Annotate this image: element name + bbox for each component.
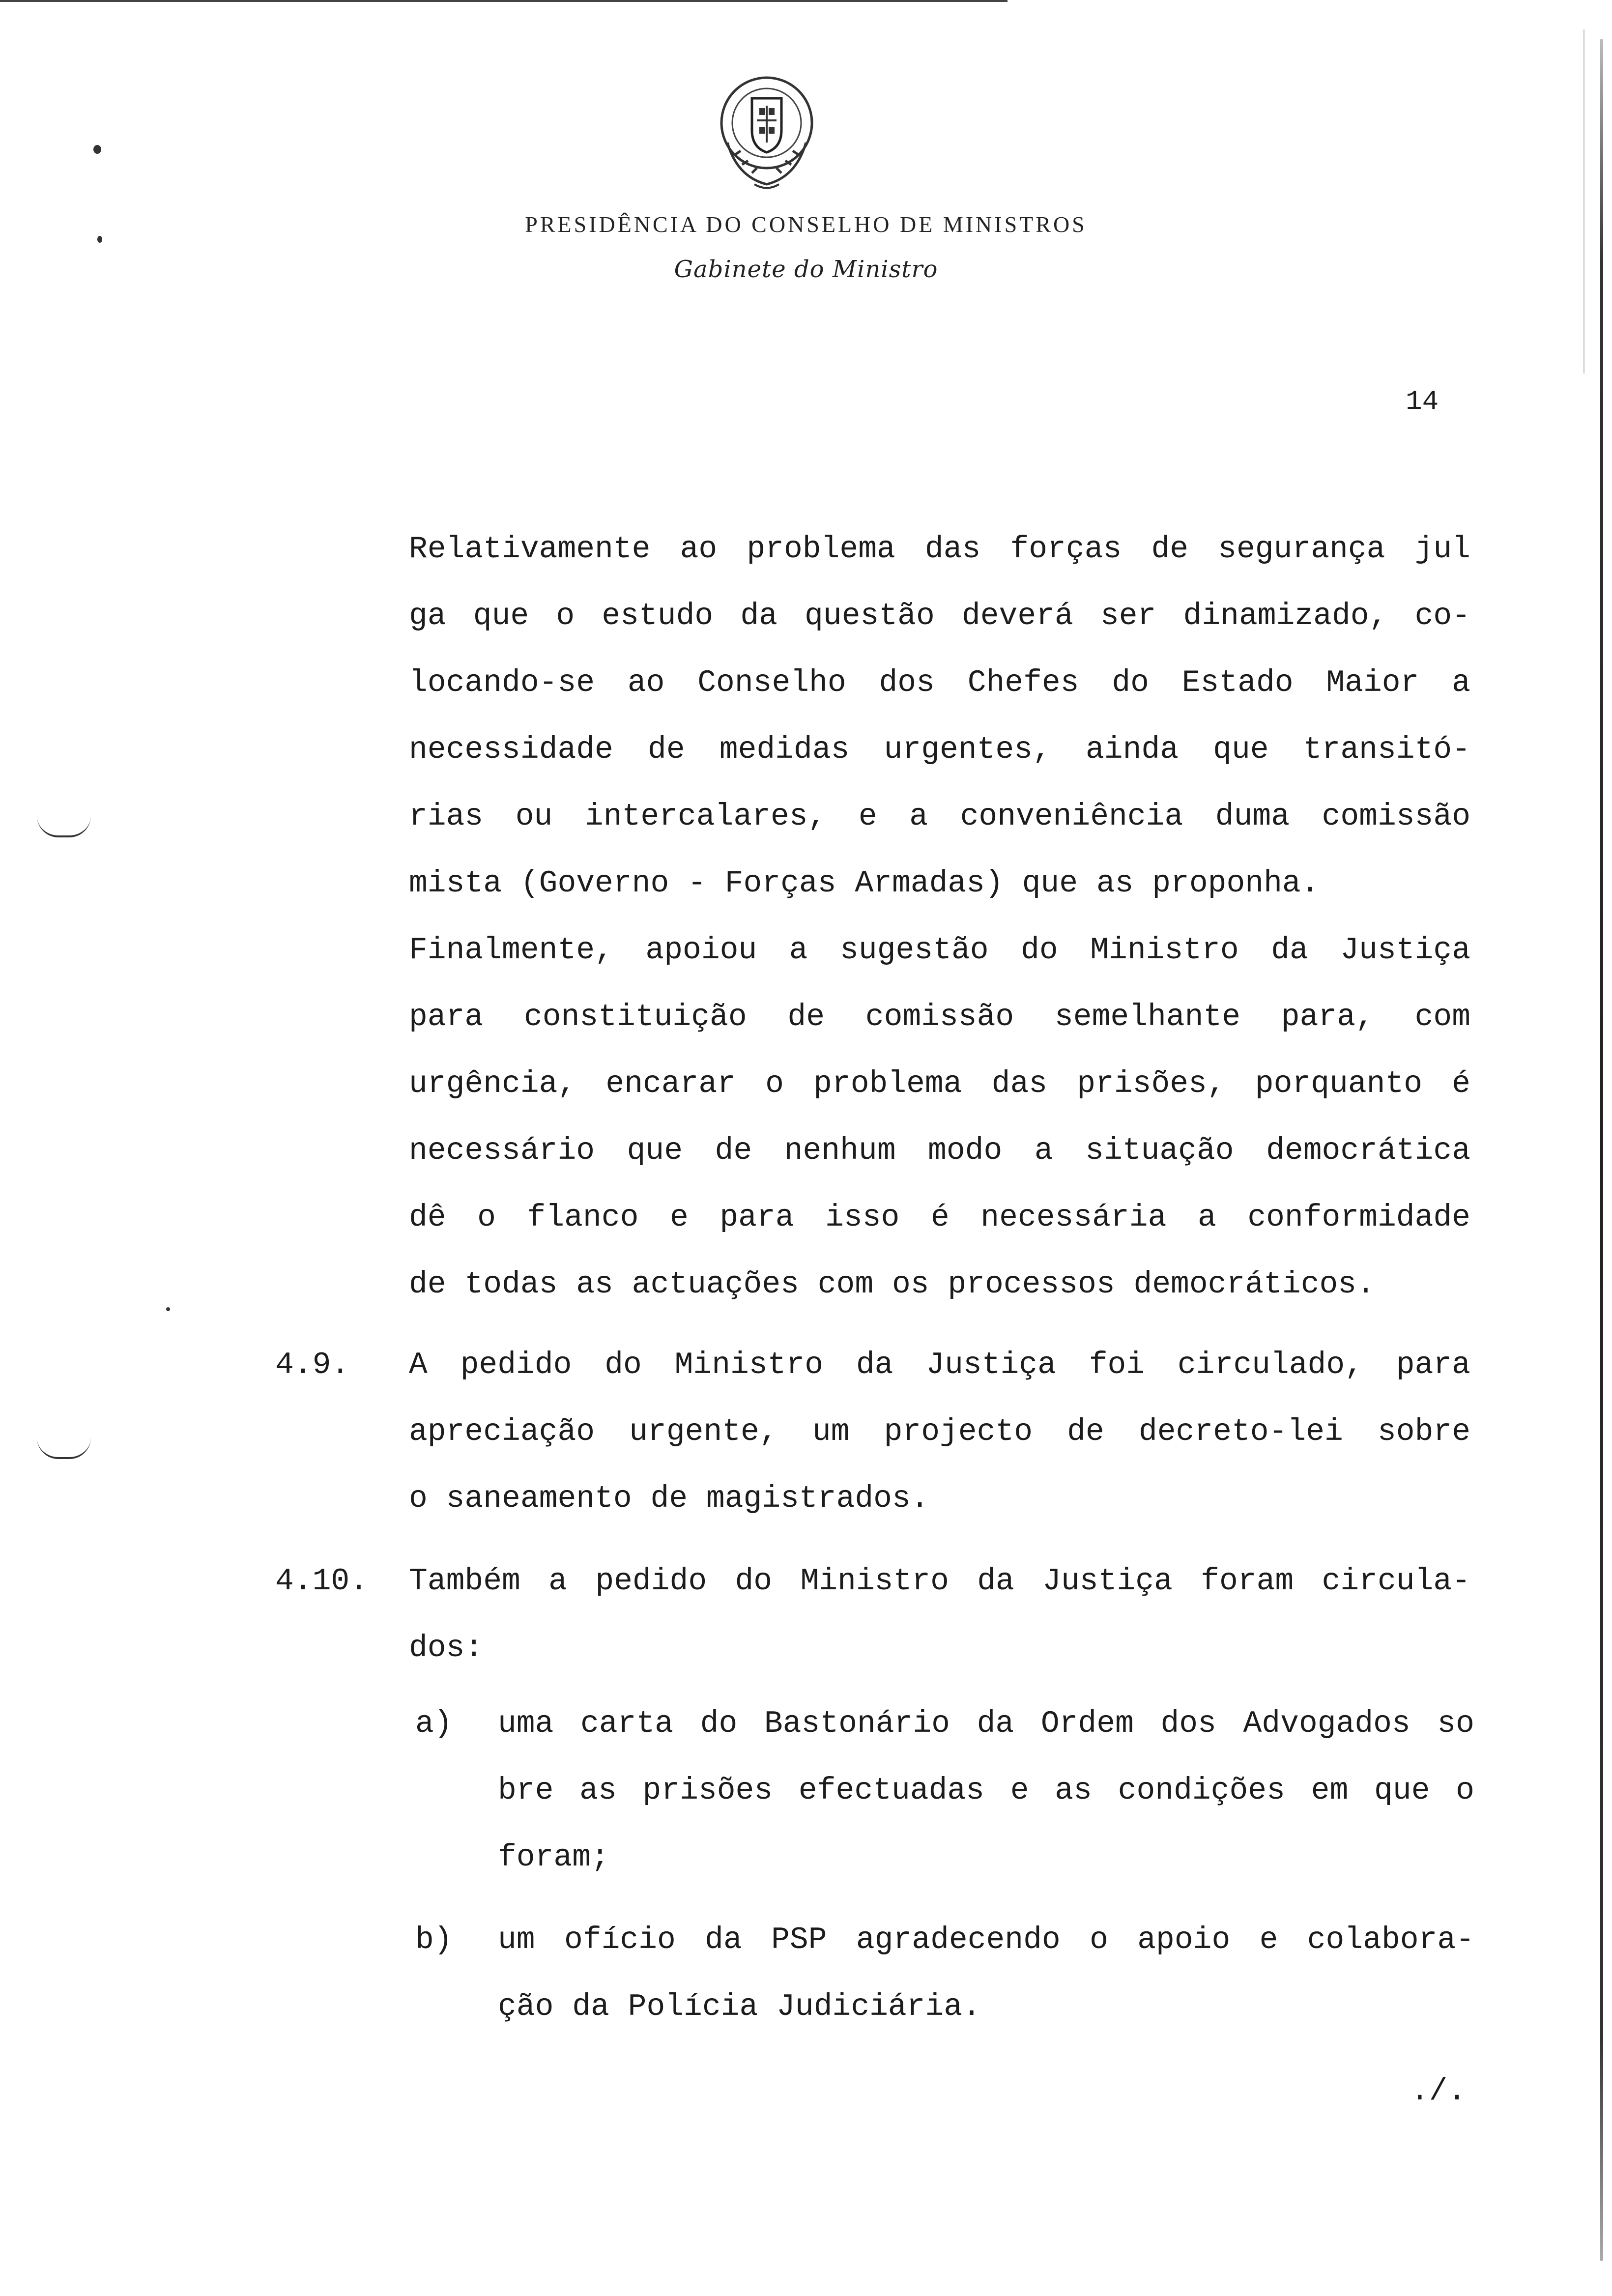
text-line: um ofício da PSP agradecendo o apoio e colabora-: [498, 1923, 1474, 1957]
sub-item-text: [498, 1907, 1474, 2040]
item-number: 4.10.: [275, 1564, 369, 1599]
item-text: [409, 1548, 1470, 1682]
continuation-mark: ./.: [1410, 2074, 1467, 2109]
letterhead-subtitle: Gabinete do Ministro: [674, 256, 938, 283]
text-line: foram;: [498, 1840, 609, 1875]
item-text: [409, 1332, 1470, 1532]
scan-top-rule: [0, 0, 1008, 2]
intro-paragraph: [409, 516, 1470, 1318]
text-line: de todas as actuações com os processos democráticos.: [409, 1267, 1375, 1302]
sub-item-letter: b): [415, 1923, 453, 1957]
text-line: Finalmente, apoiou a sugestão do Ministro da Justiça: [409, 933, 1470, 968]
text-line: o saneamento de magistrados.: [409, 1481, 929, 1516]
text-line: uma carta do Bastonário da Ordem dos Advogados so: [498, 1706, 1474, 1741]
text-line: locando-se ao Conselho dos Chefes do Estado Maior a: [409, 665, 1470, 700]
text-line: Relativamente ao problema das forças de segurança jul: [409, 532, 1470, 567]
punch-mark: [93, 145, 101, 154]
text-line: rias ou intercalares, e a conveniência duma comissão: [409, 799, 1470, 834]
text-line: A pedido do Ministro da Justiça foi circulado, para: [409, 1348, 1470, 1382]
text-line: ção da Polícia Judiciária.: [498, 1989, 981, 2024]
text-line: apreciação urgente, um projecto de decreto-lei sobre: [409, 1414, 1470, 1449]
page-number: 14: [1406, 386, 1439, 417]
scan-speck: [166, 1307, 170, 1311]
text-line: dos:: [409, 1631, 484, 1665]
sub-item-text: [498, 1691, 1474, 1891]
text-line: para constituição de comissão semelhante para, com: [409, 1000, 1470, 1034]
text-line: necessidade de medidas urgentes, ainda que transitó-: [409, 732, 1470, 767]
letterhead-title: PRESIDÊNCIA DO CONSELHO DE MINISTROS: [525, 212, 1087, 237]
text-line: urgência, encarar o problema das prisões, porquanto é: [409, 1066, 1470, 1101]
scan-right-edge: [1600, 39, 1603, 2261]
text-line: dê o flanco e para isso é necessária a conformidade: [409, 1200, 1470, 1235]
coat-of-arms-emblem: [708, 69, 826, 197]
item-number: 4.9.: [275, 1348, 350, 1382]
scan-curve-mark: [37, 1437, 91, 1459]
text-line: ga que o estudo da questão deverá ser dinamizado, co-: [409, 599, 1470, 633]
scan-right-edge-thin: [1583, 29, 1584, 373]
text-line: necessário que de nenhum modo a situação democrática: [409, 1133, 1470, 1168]
sub-item-letter: a): [415, 1706, 453, 1741]
text-line: bre as prisões efectuadas e as condições em que o: [498, 1773, 1474, 1808]
text-line: Também a pedido do Ministro da Justiça foram circula-: [409, 1564, 1470, 1599]
scan-curve-mark: [37, 816, 91, 837]
text-line: mista (Governo - Forças Armadas) que as proponha.: [409, 866, 1320, 901]
